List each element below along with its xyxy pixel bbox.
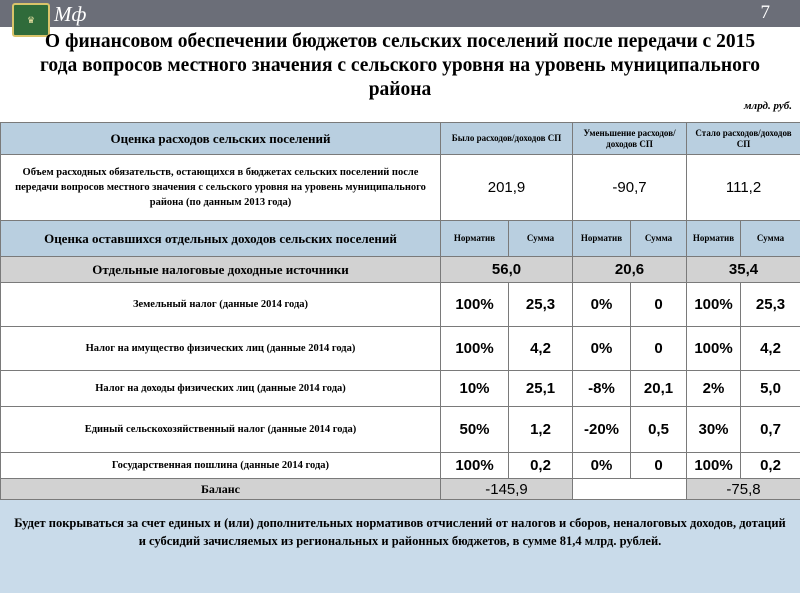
income-subheader-label: Оценка оставшихся отдельных доходов сельских поселений [1,221,441,257]
row-sum-after: 0,2 [741,453,800,479]
balance-before: -145,9 [441,479,573,501]
table-header-row [1,123,800,155]
row-label: Налог на имущество физических лиц (данные 2014 года) [1,327,441,371]
units-label: млрд. руб. [744,100,792,112]
row-norm-after: 100% [687,283,741,327]
footnote-box [0,499,800,593]
row-norm-decrease: 0% [573,327,631,371]
row-norm-after: 30% [687,407,741,453]
row-sum-after: 0,7 [741,407,800,453]
row-norm-decrease: -20% [573,407,631,453]
row-sum-decrease: 0 [631,453,687,479]
ministry-emblem-icon: ♛ [12,3,50,37]
balance-after: -75,8 [687,479,800,501]
norm-header: Норматив [441,221,509,257]
row-norm-before: 100% [441,283,509,327]
row-norm-decrease: 0% [573,283,631,327]
row-sum-after: 25,3 [741,283,800,327]
tax-total-before: 56,0 [441,257,573,283]
row-norm-before: 50% [441,407,509,453]
tax-total-after: 35,4 [687,257,800,283]
expenses-before: 201,9 [441,155,573,221]
balance-decrease-empty [573,479,687,501]
row-label: Земельный налог (данные 2014 года) [1,283,441,327]
header-decrease: Уменьшение расходов/доходов СП [573,123,687,155]
row-sum-decrease: 20,1 [631,371,687,407]
table-row [1,327,800,371]
table-row [1,371,800,407]
row-norm-before: 100% [441,453,509,479]
row-norm-after: 2% [687,371,741,407]
tax-total-decrease: 20,6 [573,257,687,283]
header-before: Было расходов/доходов СП [441,123,573,155]
tax-total-row [1,257,800,283]
expenses-after: 111,2 [687,155,800,221]
balance-label: Баланс [1,479,441,501]
logo-text: Мф [54,2,87,26]
income-subheader-row [1,221,800,257]
row-sum-after: 5,0 [741,371,800,407]
top-bar [0,0,800,27]
table-row [1,283,800,327]
norm-header: Норматив [687,221,741,257]
norm-header: Норматив [573,221,631,257]
slide-title: О финансовом обеспечении бюджетов сельских поселений после передачи с 2015 года вопросов местного значения с сельского уровня на уровень муниципального района [40,31,760,100]
row-sum-before: 0,2 [509,453,573,479]
row-sum-before: 25,1 [509,371,573,407]
footnote-text: Будет покрываться за счет единых и (или) дополнительных нормативов отчислений от налогов и сборов, неналоговых доходов, дотаций и субсидий зачисляемых из региональных и районных бюджетов, в сумме 81,4 млрд. рублей. [14,516,786,548]
row-norm-before: 10% [441,371,509,407]
row-label: Государственная пошлина (данные 2014 года) [1,453,441,479]
row-norm-decrease: -8% [573,371,631,407]
row-label: Единый сельскохозяйственный налог (данные 2014 года) [1,407,441,453]
row-label: Налог на доходы физических лиц (данные 2014 года) [1,371,441,407]
budget-table [0,122,800,501]
sum-header: Сумма [741,221,800,257]
table-row [1,407,800,453]
header-after: Стало расходов/доходов СП [687,123,800,155]
row-sum-before: 1,2 [509,407,573,453]
expenses-row [1,155,800,221]
row-norm-after: 100% [687,327,741,371]
table-row [1,453,800,479]
sum-header: Сумма [631,221,687,257]
row-sum-before: 25,3 [509,283,573,327]
row-sum-before: 4,2 [509,327,573,371]
page-number: 7 [760,2,770,23]
row-sum-decrease: 0 [631,327,687,371]
tax-total-label: Отдельные налоговые доходные источники [1,257,441,283]
row-norm-before: 100% [441,327,509,371]
header-label: Оценка расходов сельских поселений [1,123,441,155]
row-sum-after: 4,2 [741,327,800,371]
row-norm-decrease: 0% [573,453,631,479]
expenses-decrease: -90,7 [573,155,687,221]
row-sum-decrease: 0,5 [631,407,687,453]
row-sum-decrease: 0 [631,283,687,327]
expenses-label: Объем расходных обязательств, остающихся в бюджетах сельских поселений после передачи вопросов местного значения с сельского уровня на уровень муниципального района (по данным 2013 года) [1,155,441,221]
row-norm-after: 100% [687,453,741,479]
balance-row [1,479,800,501]
sum-header: Сумма [509,221,573,257]
